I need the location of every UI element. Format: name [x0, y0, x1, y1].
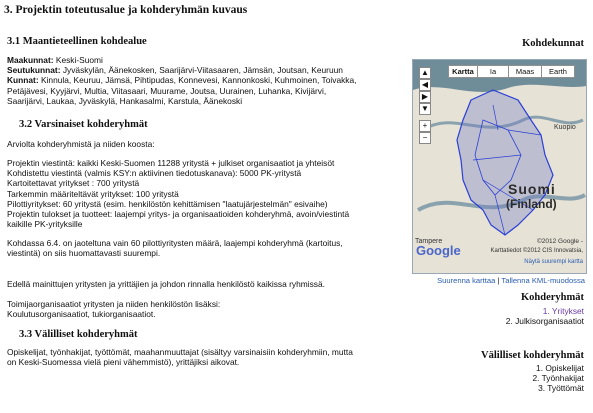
- target-group-line: Kohdistettu viestintä (valmis KSY:n aktiivinen tiedotuskanava): 5000 PK-yritystä: [7, 168, 302, 179]
- para4-line-2: Koulutusorganisaatiot, tukiorganisaatiot.: [7, 309, 156, 320]
- section-3-2-para2: [7, 238, 397, 258]
- maakunnat-line: [7, 55, 392, 65]
- map-links-separator: |: [495, 276, 502, 285]
- enlarge-map-link[interactable]: Suurenna karttaa: [437, 276, 496, 285]
- seutukunnat-label: Seutukunnat:: [7, 65, 61, 76]
- map-copyright-2: Karttatiedot ©2012 CIS Innovatsia,: [490, 248, 583, 254]
- target-group-line: kaikille PK-yrityksille: [7, 219, 83, 230]
- map-tab-kartta[interactable]: Kartta: [448, 65, 478, 78]
- para2-line-2: viestintä) on siis huomattavasti suurempi.: [7, 248, 161, 259]
- map-links: [437, 276, 585, 285]
- map-tab-maas[interactable]: Maas: [508, 65, 542, 78]
- kunnat-line: [7, 75, 392, 85]
- valillinen-item[interactable]: 2. Työnhakijat: [532, 373, 584, 384]
- larger-map-link[interactable]: Näytä suurempi kartta: [524, 259, 583, 265]
- maakunnat-label: Maakunnat:: [7, 55, 54, 65]
- target-group-line: Tarkemmin määriteltävät yritykset: 100 yritystä: [7, 188, 179, 199]
- section-3-2-heading: 3.2 Varsinaiset kohderyhmät: [19, 119, 148, 130]
- kunnat-value-1: Kinnula, Keuruu, Jämsä, Pihtipudas, Konnevesi, Kannonkoski, Kuhmoinen, Toivakka,: [38, 75, 357, 86]
- kohdekunnat-heading: Kohdekunnat: [522, 38, 584, 49]
- pan-up-button[interactable]: ▲: [419, 67, 431, 79]
- map-label-suomi: Suomi: [508, 181, 556, 197]
- section-3-1-body: [7, 55, 392, 106]
- map-tab-earth[interactable]: Earth: [541, 65, 575, 78]
- valillinen-item[interactable]: 1. Opiskelijat: [536, 363, 584, 373]
- target-group-line: Kartoitettavat yritykset : 700 yritystä: [7, 178, 140, 189]
- para2-line-1: Kohdassa 6.4. on jaoteltuna vain 60 pilottiyritysten määrä, laajempi kohderyhmä (kartoitus,: [7, 238, 343, 248]
- section-3-2-para4: [7, 299, 220, 319]
- map-widget[interactable]: [412, 59, 587, 274]
- target-group-line: Projektin tulokset ja tuotteet: laajempi yritys- ja organisaatioiden kohderyhmä, avoin/viestintä: [7, 209, 350, 220]
- target-group-line: Pilottiyritykset: 60 yritystä (esim. henkilöstön kehittämisen "laatujärjestelmän" esivaihe): [7, 198, 328, 209]
- target-group-line: Projektin viestintä: kaikki Keski-Suomen 11288 yritystä + julkiset organisaatiot ja yhteisöt: [7, 158, 335, 168]
- section-3-3-body: [7, 347, 397, 367]
- section-3-3-line-2: on Keski-Suomessa vielä pieni vähemmistö), yrittäjiksi aikovat.: [7, 357, 240, 368]
- map-label-finland: (Finland): [506, 197, 557, 211]
- section-3-3-heading: 3.3 Välilliset kohderyhmät: [19, 329, 138, 340]
- valilliset-heading: Välilliset kohderyhmät: [481, 350, 584, 361]
- kohderyhmat-list: [506, 306, 584, 326]
- pan-right-button[interactable]: ▶: [419, 91, 431, 103]
- kunnat-label: Kunnat:: [7, 75, 39, 86]
- section-3-1-heading: 3.1 Maantieteellinen kohdealue: [7, 36, 147, 47]
- section-3-2-intro: Arviolta kohderyhmistä ja niiden koosta:: [7, 139, 155, 149]
- kunnat-line-2: Petäjävesi, Kyyjärvi, Multia, Viitasaari, Muurame, Joutsa, Uurainen, Luhanka, Kivijärvi,: [7, 85, 327, 96]
- pan-down-button[interactable]: ▼: [419, 103, 431, 115]
- section-3-2-list: [7, 158, 397, 229]
- para4-line-1: Toimijaorganisaatiot yritysten ja niiden henkilöstön lisäksi:: [7, 299, 221, 309]
- valilliset-list: [532, 363, 584, 394]
- pan-left-button[interactable]: ◀: [419, 79, 431, 91]
- seutukunnat-line: [7, 65, 392, 75]
- save-kml-link[interactable]: Tallenna KML-muodossa: [501, 276, 585, 285]
- kunnat-line-3: Saarijärvi, Laukaa, Jyväskylä, Hankasalmi, Karstula, Äänekoski: [7, 95, 243, 106]
- kohderyhmat-heading: Kohderyhmät: [521, 292, 584, 303]
- kohderyhma-item[interactable]: 1. Yritykset: [542, 306, 584, 316]
- google-logo: Google: [416, 243, 461, 258]
- page-title: 3. Projektin toteutusalue ja kohderyhmän kuvaus: [4, 4, 248, 16]
- valillinen-item[interactable]: 3. Työttömät: [538, 383, 584, 394]
- map-label-kuopio: Kuopio: [554, 124, 576, 131]
- map-copyright-1: ©2012 Google -: [537, 238, 583, 245]
- seutukunnat-value: Jyväskylän, Äänekosken, Saarijärvi-Viitasaaren, Jämsän, Joutsan, Keuruun: [60, 65, 343, 76]
- maakunnat-value: Keski-Suomi: [53, 55, 103, 65]
- map-label-tampere: Tampere: [415, 238, 443, 245]
- section-3-2-para3: Edellä mainittujen yritysten ja yrittäjien ja johdon rinnalla henkilöstö kaikissa ryhmissä.: [7, 279, 325, 289]
- map-tab-ia[interactable]: Ia: [477, 65, 509, 78]
- section-3-3-line-1: Opiskelijat, työnhakijat, työttömät, maahanmuuttajat (sisältyy varsinaisiin kohderyhmiin, mutta: [7, 347, 353, 357]
- kohderyhma-item[interactable]: 2. Julkisorganisaatiot: [505, 316, 584, 327]
- zoom-in-button[interactable]: +: [419, 120, 431, 132]
- zoom-out-button[interactable]: −: [419, 132, 431, 144]
